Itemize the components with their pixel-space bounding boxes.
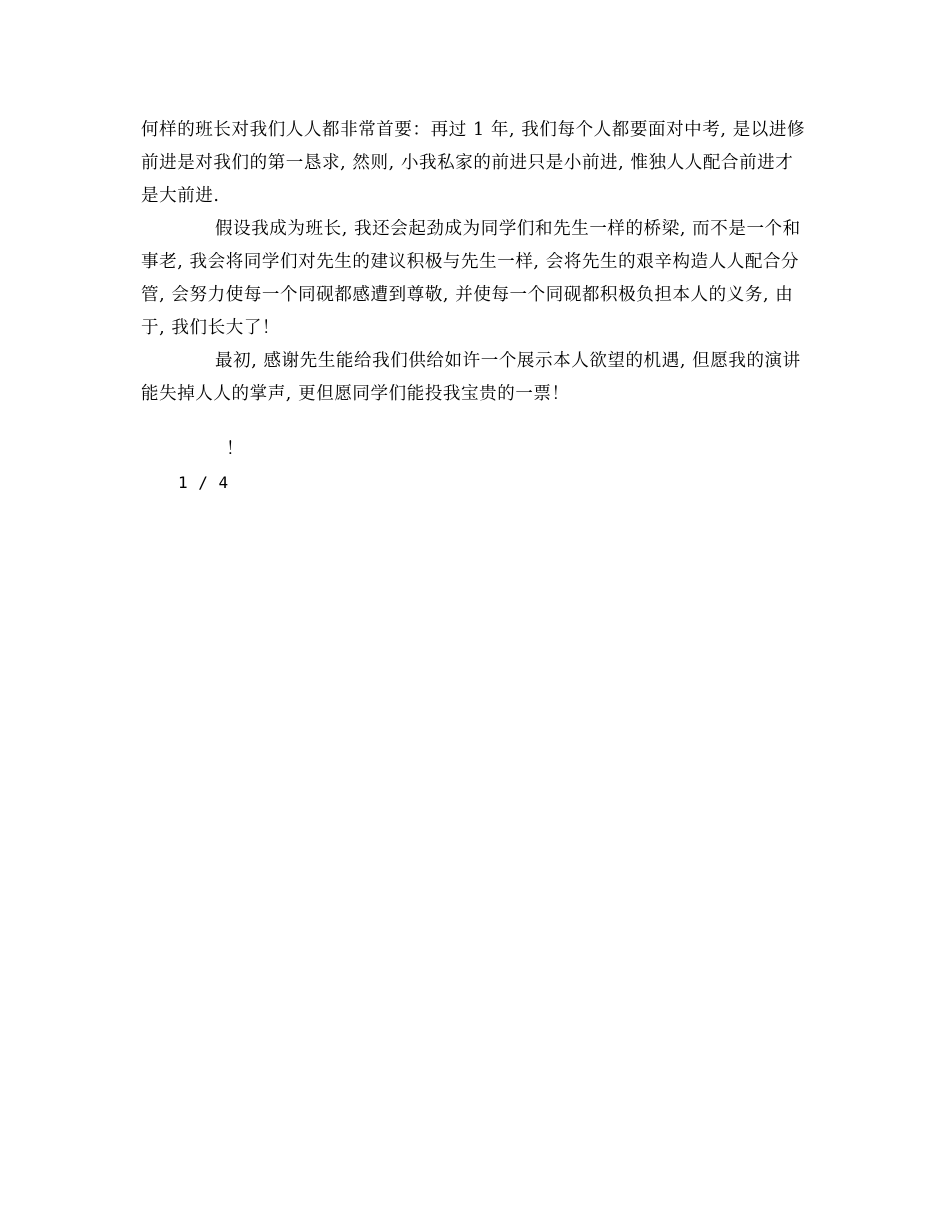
- page-number: 1 / 4: [178, 473, 229, 492]
- paragraph-2: [141, 213, 813, 345]
- trailing-exclamation: ！: [226, 439, 244, 459]
- text-line: 假设我成为班长, 我还会起劲成为同学们和先生一样的桥梁, 而不是一个和: [215, 219, 801, 239]
- text-line: 能失掉人人的掌声, 更但愿同学们能投我宝贵的一票！: [141, 384, 570, 404]
- text-line: 管, 会努力使每一个同砚都感遭到尊敬, 并使每一个同砚都积极负担本人的义务, 由: [141, 285, 794, 305]
- text-line: 事老, 我会将同学们对先生的建议积极与先生一样, 会将先生的艰辛构造人人配合分: [141, 252, 800, 272]
- paragraph-1: [141, 114, 813, 213]
- text-line: 是大前进.: [141, 186, 220, 206]
- text-line: 何样的班长对我们人人都非常首要：再过 1 年, 我们每个人都要面对中考, 是以进修: [141, 120, 806, 140]
- text-line: 最初, 感谢先生能给我们供给如许一个展示本人欲望的机遇, 但愿我的演讲: [215, 351, 801, 371]
- text-line: 前进是对我们的第一恳求, 然则, 小我私家的前进只是小前进, 惟独人人配合前进才: [141, 153, 794, 173]
- document-body: [141, 114, 813, 411]
- paragraph-3: [141, 345, 813, 411]
- text-line: 于, 我们长大了！: [141, 318, 281, 338]
